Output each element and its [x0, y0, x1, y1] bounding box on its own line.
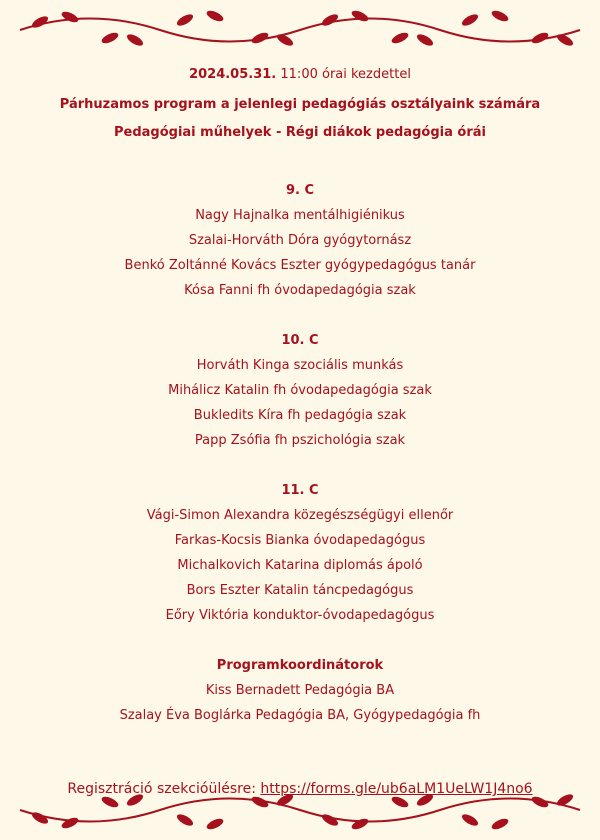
section-title: 9. C — [285, 183, 315, 198]
registration-link[interactable]: https://forms.gle/ub6aLM1UeLW1J4no6 — [260, 781, 533, 797]
list-item: Michalkovich Katarina diplomás ápoló — [177, 558, 423, 573]
list-item: Kiss Bernadett Pedagógia BA — [205, 683, 395, 698]
list-item: Horváth Kinga szociális munkás — [196, 358, 404, 373]
list-item: Benkó Zoltánné Kovács Eszter gyógypedagógus tanár — [124, 258, 476, 273]
list-item: Bukledits Kíra fh pedagógia szak — [193, 408, 407, 423]
event-time: 11:00 órai kezdettel — [280, 67, 411, 82]
section-title: 10. C — [281, 333, 319, 348]
list-item: Szalay Éva Boglárka Pedagógia BA, Gyógypedagógia fh — [119, 708, 481, 723]
list-item: Farkas-Kocsis Bianka óvodapedagógus — [174, 533, 426, 548]
list-item: Vági-Simon Alexandra közegészségügyi ellenőr — [146, 508, 454, 523]
header-datetime — [0, 66, 600, 84]
registration-label: Regisztráció szekcióülésre: — [67, 781, 256, 797]
list-item: Nagy Hajnalka mentálhigiénikus — [195, 208, 405, 223]
list-item: Kósa Fanni fh óvodapedagógia szak — [184, 283, 416, 298]
bottom-vine-decoration — [0, 788, 600, 838]
list-item: Papp Zsófia fh pszichológia szak — [194, 433, 406, 448]
list-item: Mihálicz Katalin fh óvodapedagógia szak — [168, 383, 432, 398]
list-item: Bors Eszter Katalin táncpedagógus — [186, 583, 414, 598]
section-title: 11. C — [281, 483, 319, 498]
list-item: Eőry Viktória konduktor-óvodapedagógus — [165, 608, 435, 623]
coordinators-title: Programkoordinátorok — [216, 658, 384, 673]
program-tagline: Pedagógiai műhelyek - Régi diákok pedagógia órái — [113, 125, 486, 140]
event-date: 2024.05.31. — [189, 67, 277, 82]
program-subtitle: Párhuzamos program a jelenlegi pedagógiás osztályaink számára — [59, 97, 541, 112]
top-vine-decoration — [0, 2, 600, 52]
list-item: Szalai-Horváth Dóra gyógytornász — [188, 233, 412, 248]
